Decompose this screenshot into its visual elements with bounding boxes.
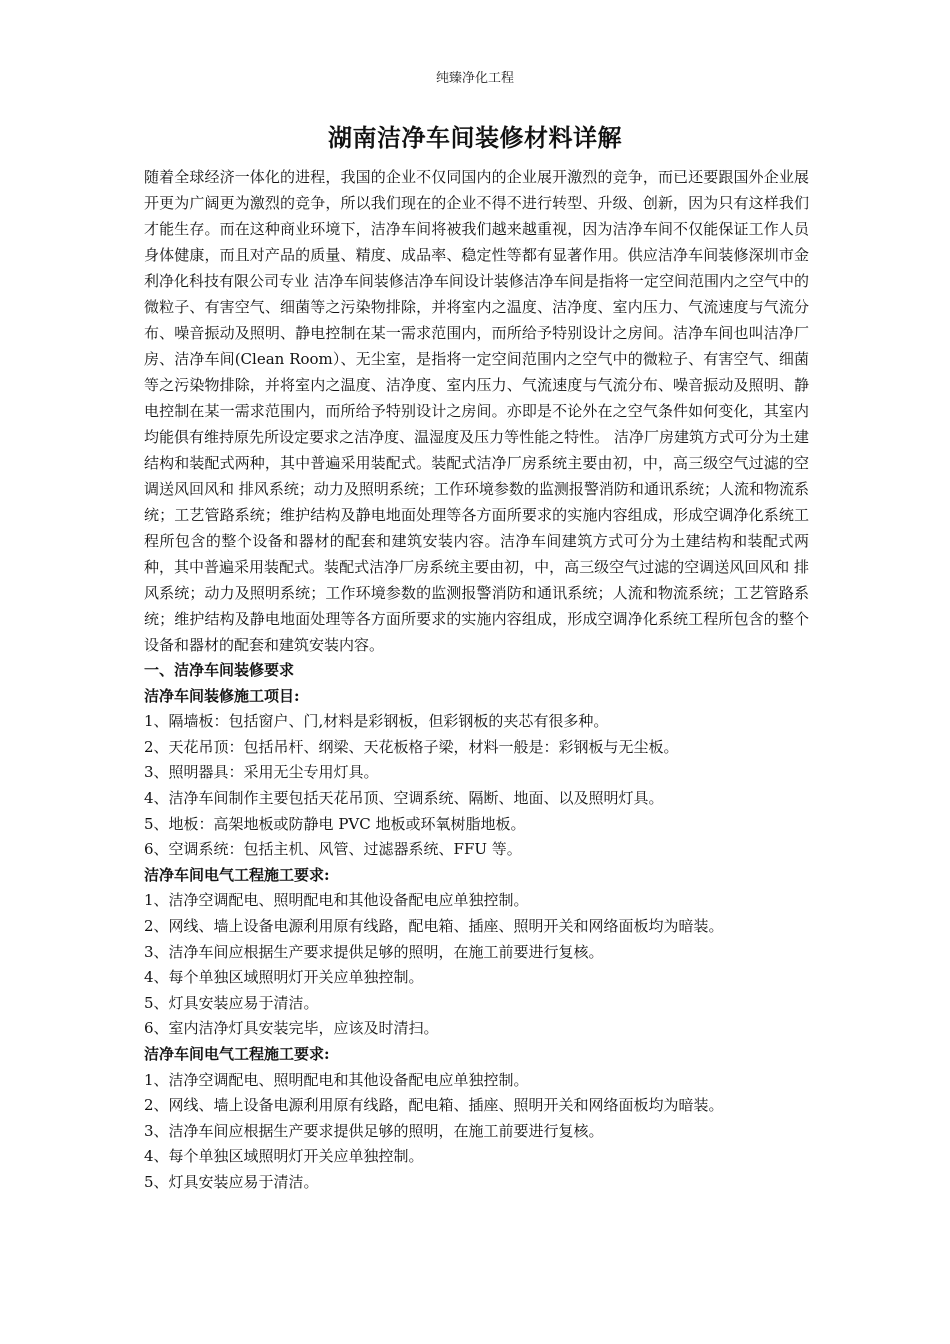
subsection-heading-construction-items: 洁净车间装修施工项目: bbox=[144, 686, 300, 705]
intro-paragraph: 随着全球经济一体化的进程，我国的企业不仅同国内的企业展开激烈的竞争，而已还要跟国外企业展开更为广阔更为激烈的竞争，所以我们现在的企业不得不进行转型、升级、创新，因为只有这样我们才能生存。而在这种商业环境下，洁净车间将被我们越来越重视，因为洁净车间不仅能保证工作人员身体健康，而且对产品的质量、精度、成品率、稳定性等都有显著作用。供应洁净车间装修深圳市金利净化科技有限公司专业 洁净车间装修洁净车间设计装修洁净车间是指将一定空间范围内之空气中的微粒子、有害空气、细菌等之污染物排除，并将室内之温度、洁净度、室内压力、气流速度与气流分布、噪音振动及照明、静电控制在某一需求范围内，而所给予特别设计之房间。洁净车间也叫洁净厂房、洁净车间(Clean Room）、无尘室，是指将一定空间范围内之空气中的微粒子、有害空气、细菌等之污染物排除，并将室内之温度、洁净度、室内压力、气流速度与气流分布、噪音振动及照明、静电控制在某一需求范围内，而所给予特别设计之房间。亦即是不论外在之空气条件如何变化，其室内均能俱有维持原先所设定要求之洁净度、温湿度及压力等性能之特性。 洁净厂房建筑方式可分为土建结构和装配式两种，其中普遍采用装配式。装配式洁净厂房系统主要由初，中，高三级空气过滤的空调送风回风和 排风系统；动力及照明系统；工作环境参数的监测报警消防和通讯系统；人流和物流系统；工艺管路系统；维护结构及静电地面处理等各方面所要求的实施内容组成，形成空调净化系统工程所包含的整个设备和器材的配套和建筑安装内容。洁净车间建筑方式可分为土建结构和装配式两种，其中普遍采用装配式。装配式洁净厂房系统主要由初，中，高三级空气过滤的空调送风回风和 排风系统；动力及照明系统；工作环境参数的监测报警消防和通讯系统；人流和物流系统；工艺管路系统；维护结构及静电地面处理等各方面所要求的实施内容组成，形成空调净化系统工程所包含的整个设备和器材的配套和建筑安装内容。 bbox=[144, 168, 809, 654]
list-item: 1、洁净空调配电、照明配电和其他设备配电应单独控制。 bbox=[144, 1070, 529, 1089]
section-heading: 一、洁净车间装修要求 bbox=[144, 661, 295, 679]
list-item: 4、每个单独区域照明灯开关应单独控制。 bbox=[144, 968, 424, 987]
list-item: 4、洁净车间制作主要包括天花吊顶、空调系统、隔断、地面、以及照明灯具。 bbox=[144, 788, 664, 807]
list-item: 2、网线、墙上设备电源利用原有线路，配电箱、插座、照明开关和网络面板均为暗装。 bbox=[144, 1096, 724, 1115]
list-item: 5、灯具安装应易于清洁。 bbox=[144, 1172, 319, 1191]
document-body bbox=[144, 164, 809, 1195]
list-item: 3、洁净车间应根据生产要求提供足够的照明，在施工前要进行复核。 bbox=[144, 1121, 604, 1140]
list-item: 5、灯具安装应易于清洁。 bbox=[144, 993, 319, 1012]
list-item: 2、网线、墙上设备电源利用原有线路，配电箱、插座、照明开关和网络面板均为暗装。 bbox=[144, 916, 724, 935]
subsection-heading-electrical-repeat: 洁净车间电气工程施工要求: bbox=[144, 1044, 330, 1063]
page-header: 纯臻净化工程 bbox=[435, 71, 514, 86]
list-item: 3、洁净车间应根据生产要求提供足够的照明，在施工前要进行复核。 bbox=[144, 942, 604, 961]
list-item: 1、洁净空调配电、照明配电和其他设备配电应单独控制。 bbox=[144, 891, 529, 910]
list-item: 5、地板：高架地板或防静电 PVC 地板或环氧树脂地板。 bbox=[144, 814, 526, 833]
list-item: 6、室内洁净灯具安装完毕，应该及时清扫。 bbox=[144, 1019, 439, 1038]
list-item: 6、空调系统：包括主机、风管、过滤器系统、FFU 等。 bbox=[144, 840, 522, 859]
subsection-heading-electrical: 洁净车间电气工程施工要求: bbox=[144, 865, 330, 884]
list-item: 3、照明器具：采用无尘专用灯具。 bbox=[144, 763, 379, 782]
list-item: 1、隔墙板：包括窗户、门,材料是彩钢板，但彩钢板的夹芯有很多种。 bbox=[144, 712, 609, 731]
document-title: 湖南洁净车间装修材料详解 bbox=[328, 123, 622, 152]
list-item: 4、每个单独区域照明灯开关应单独控制。 bbox=[144, 1147, 424, 1166]
list-item: 2、天花吊顶：包括吊杆、纲梁、天花板格子梁，材料一般是：彩钢板与无尘板。 bbox=[144, 737, 679, 756]
